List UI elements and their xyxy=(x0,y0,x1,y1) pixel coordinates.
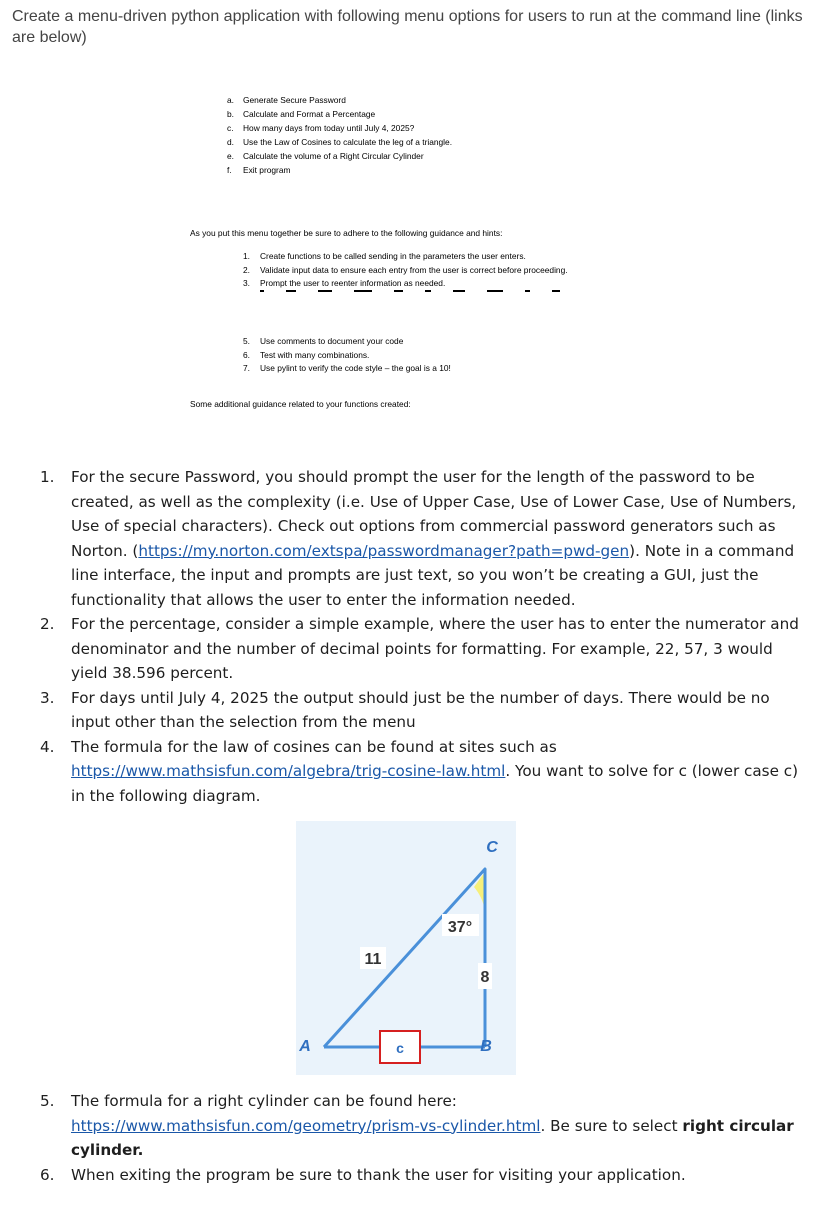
item-text: The formula for a right cylinder can be found here: xyxy=(71,1092,457,1110)
menu-text: Calculate the volume of a Right Circular Cylinder xyxy=(243,151,424,161)
menu-letter: a. xyxy=(227,95,234,105)
cylinder-link[interactable]: https://www.mathsisfun.com/geometry/prism-vs-cylinder.html xyxy=(71,1116,541,1135)
item-number: 6. xyxy=(40,1165,55,1184)
guidance-num: 2. xyxy=(243,264,250,275)
item-number: 1. xyxy=(40,468,55,486)
menu-letter: b. xyxy=(227,109,234,119)
item-number: 3. xyxy=(40,688,55,707)
additional-guidance-heading: Some additional guidance related to your functions created: xyxy=(190,399,411,409)
guidance-item xyxy=(243,335,451,349)
menu-option xyxy=(227,121,452,135)
item-text: ). Note in a command line interface, the input and prompts are just text, so you won’t be creating a GUI, just the functionality that allows the user to enter the information needed. xyxy=(71,541,795,609)
menu-option xyxy=(227,107,452,121)
guidance-text: Validate input data to ensure each entry from the user is correct before proceeding. xyxy=(260,264,568,275)
menu-option xyxy=(227,149,452,163)
item-text: For the secure Password, you should prompt the user for the length of the password to be created, as well as the complexity (i.e. Use of Upper Case, Use of Lower Case, Use of Numbers, Use of special characters). Check out options from commercial password generators such as Norton. ( xyxy=(71,468,797,560)
menu-option xyxy=(227,135,452,149)
item-number: 2. xyxy=(40,615,55,633)
menu-text: How many days from today until July 4, 2025? xyxy=(243,123,415,133)
menu-option xyxy=(227,163,452,177)
item-body xyxy=(71,465,810,612)
list-item xyxy=(40,1163,810,1188)
side-label-8: 8 xyxy=(480,969,490,986)
guidance-item xyxy=(243,362,451,376)
menu-options-list xyxy=(227,93,452,177)
guidance-num: 3. xyxy=(243,278,250,288)
norton-link[interactable]: https://my.norton.com/extspa/passwordmanager?path=pwd-gen xyxy=(138,541,630,560)
item-number: 4. xyxy=(40,737,55,756)
guidance-item xyxy=(243,250,568,264)
cosine-law-link[interactable]: https://www.mathsisfun.com/algebra/trig-cosine-law.html xyxy=(71,762,506,780)
guidance-details-list xyxy=(40,465,810,808)
guidance-item xyxy=(243,277,568,291)
list-item xyxy=(40,735,810,809)
triangle-diagram xyxy=(296,821,516,1075)
item-text: For days until July 4, 2025 the output should just be the number of days. There would be no input other than the selection from the menu xyxy=(71,688,770,731)
menu-letter: c. xyxy=(227,123,234,133)
intro-text: Create a menu-driven python application with following menu options for users to run at the command line (links are below) xyxy=(12,8,803,46)
guidance-num: 7. xyxy=(243,363,250,373)
item-bold-text: right circular cylinder. xyxy=(71,1116,794,1159)
angle-label: 37° xyxy=(447,919,473,936)
guidance-text: Use pylint to verify the code style – the goal is a 10! xyxy=(260,363,451,373)
item-text: When exiting the program be sure to thank the user for visiting your application. xyxy=(71,1165,686,1184)
guidance-item xyxy=(243,264,568,278)
menu-text: Use the Law of Cosines to calculate the leg of a triangle. xyxy=(243,137,453,147)
list-item xyxy=(40,612,810,686)
item-body xyxy=(71,1089,810,1163)
list-item xyxy=(40,465,810,612)
vertex-label-C: C xyxy=(486,839,498,856)
item-text: The formula for the law of cosines can be found at sites such as xyxy=(71,737,557,756)
vertex-label-B: B xyxy=(480,1038,492,1055)
guidance-list xyxy=(243,250,568,291)
label-c: c xyxy=(396,1040,404,1056)
list-item xyxy=(40,686,810,735)
guidance-num: 1. xyxy=(243,251,250,261)
menu-letter: d. xyxy=(227,137,234,147)
menu-text: Calculate and Format a Percentage xyxy=(243,109,376,119)
guidance-num: 6. xyxy=(243,349,250,360)
guidance-text: Use comments to document your code xyxy=(260,336,404,346)
menu-option xyxy=(227,93,452,107)
menu-letter: e. xyxy=(227,151,234,161)
menu-text: Exit program xyxy=(243,165,291,175)
item-text: . Be sure to select xyxy=(540,1116,683,1135)
guidance-heading: As you put this menu together be sure to adhere to the following guidance and hints: xyxy=(190,228,503,238)
guidance-text: Create functions to be called sending in the parameters the user enters. xyxy=(260,251,526,261)
menu-letter: f. xyxy=(227,165,232,175)
list-item xyxy=(40,1089,810,1163)
cut-off-text-line xyxy=(260,290,610,293)
guidance-text: Prompt the user to reenter information as needed. xyxy=(260,278,446,288)
guidance-details-list-continued xyxy=(40,1089,810,1187)
item-number: 5. xyxy=(40,1092,55,1110)
guidance-item xyxy=(243,349,451,363)
item-text: For the percentage, consider a simple example, where the user has to enter the numerator and denominator and the number of decimal points for formatting. For example, 22, 57, 3 would yield 38.596 percent. xyxy=(71,615,799,682)
vertex-label-A: A xyxy=(299,1038,311,1055)
side-label-11: 11 xyxy=(364,951,382,968)
guidance-text: Test with many combinations. xyxy=(260,349,370,360)
menu-text: Generate Secure Password xyxy=(243,95,346,105)
guidance-num: 5. xyxy=(243,336,250,346)
guidance-list-continued xyxy=(243,335,451,376)
item-body xyxy=(71,735,810,809)
item-text: . You want to solve for c (lower case c) in the following diagram. xyxy=(71,762,799,805)
